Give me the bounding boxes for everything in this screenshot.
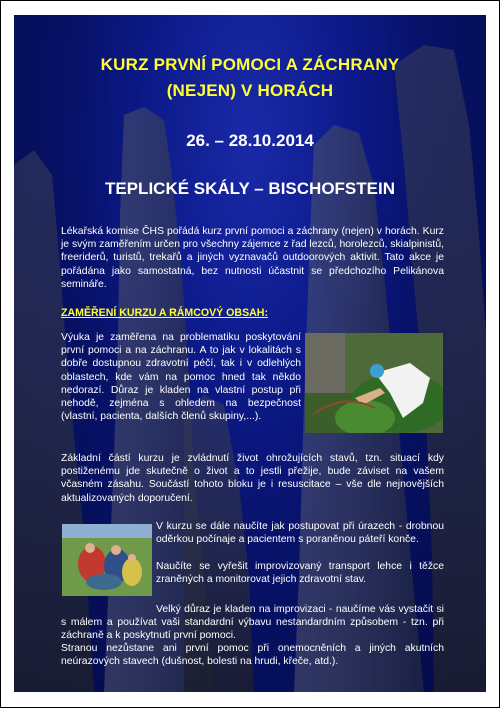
event-dates: 26. – 28.10.2014 [186,131,314,150]
paragraph-life-threatening: Základní částí kurzu je zvládnutí život ohrožujících stavů, tzn. situací kdy postiženému jde skutečně o život a to jestli přežije, bude záviset na vašem včasném zásahu. Součástí tohoto bloku je i resuscitace – vše dle nejnovějších aktualizovaných doporučení. [61,453,444,504]
paragraph-injuries: V kurzu se dále naučíte jak postupovat při úrazech - drobnou oděrkou počínaje a pacientem s poraněnou páteří konče. [156,521,444,546]
paragraph-course-focus: Výuka je zaměřena na problematiku poskytování první pomoci a na záchranu. A to jak v lokalitách s dobře dostupnou zdravotní péčí, tak i v odlehlých oblastech, kde vám na pomoc hned tak někdo nedorazí. Důraz je kladen na vlastní postup při nehodě, zejména s ohledem na bezpečnost (vlastní, pacienta, dalších členů skupiny,...). [61,332,301,423]
photo-group-training-image [62,524,152,596]
section-heading: ZAMĚŘENÍ KURZU A RÁMCOVÝ OBSAH: [61,307,268,319]
event-location: TEPLICKÉ SKÁLY – BISCHOFSTEIN [105,179,395,198]
paragraph-non-trauma: Stranou nezůstane ani první pomoc při onemocněních a jiných akutních neúrazových stavech (dušnost, bolesti na hrudi, křeče, atd.). [61,643,444,668]
photo-rescue-in-rocks [305,333,443,433]
photo-rescue-in-rocks-image [305,333,443,433]
poster [14,15,486,692]
intro-paragraph: Lékařská komise ČHS pořádá kurz první pomoci a záchrany (nejen) v horách. Kurz je svým zaměřením určen pro všechny zájemce z řad lezců, horolezců, skialpinistů, freeriderů, turistů, trekařů a jiných vyznavačů outdoorových aktivit. Tato akce je pořádána jako samostatná, bez nutnosti účastnit se předchozího Pelikánova semináře. [61,226,444,290]
paragraph-improvisation: Velký důraz je kladen na improvizaci - naučíme vás vystačit si s málem a používat vaši standardní výbavu nestandardním způsobem - tzn. při záchraně a k poskytnutí první pomoci. [61,604,444,642]
photo-group-training [62,524,152,596]
paragraph-transport: Naučíte se vyřešit improvizovaný transport lehce i těžce zraněných a monitorovat jejich zdravotní stav. [156,561,444,586]
title-line2: (NEJEN) V HORÁCH [166,81,334,100]
title-line1: KURZ PRVNÍ POMOCI A ZÁCHRANY [100,55,400,74]
